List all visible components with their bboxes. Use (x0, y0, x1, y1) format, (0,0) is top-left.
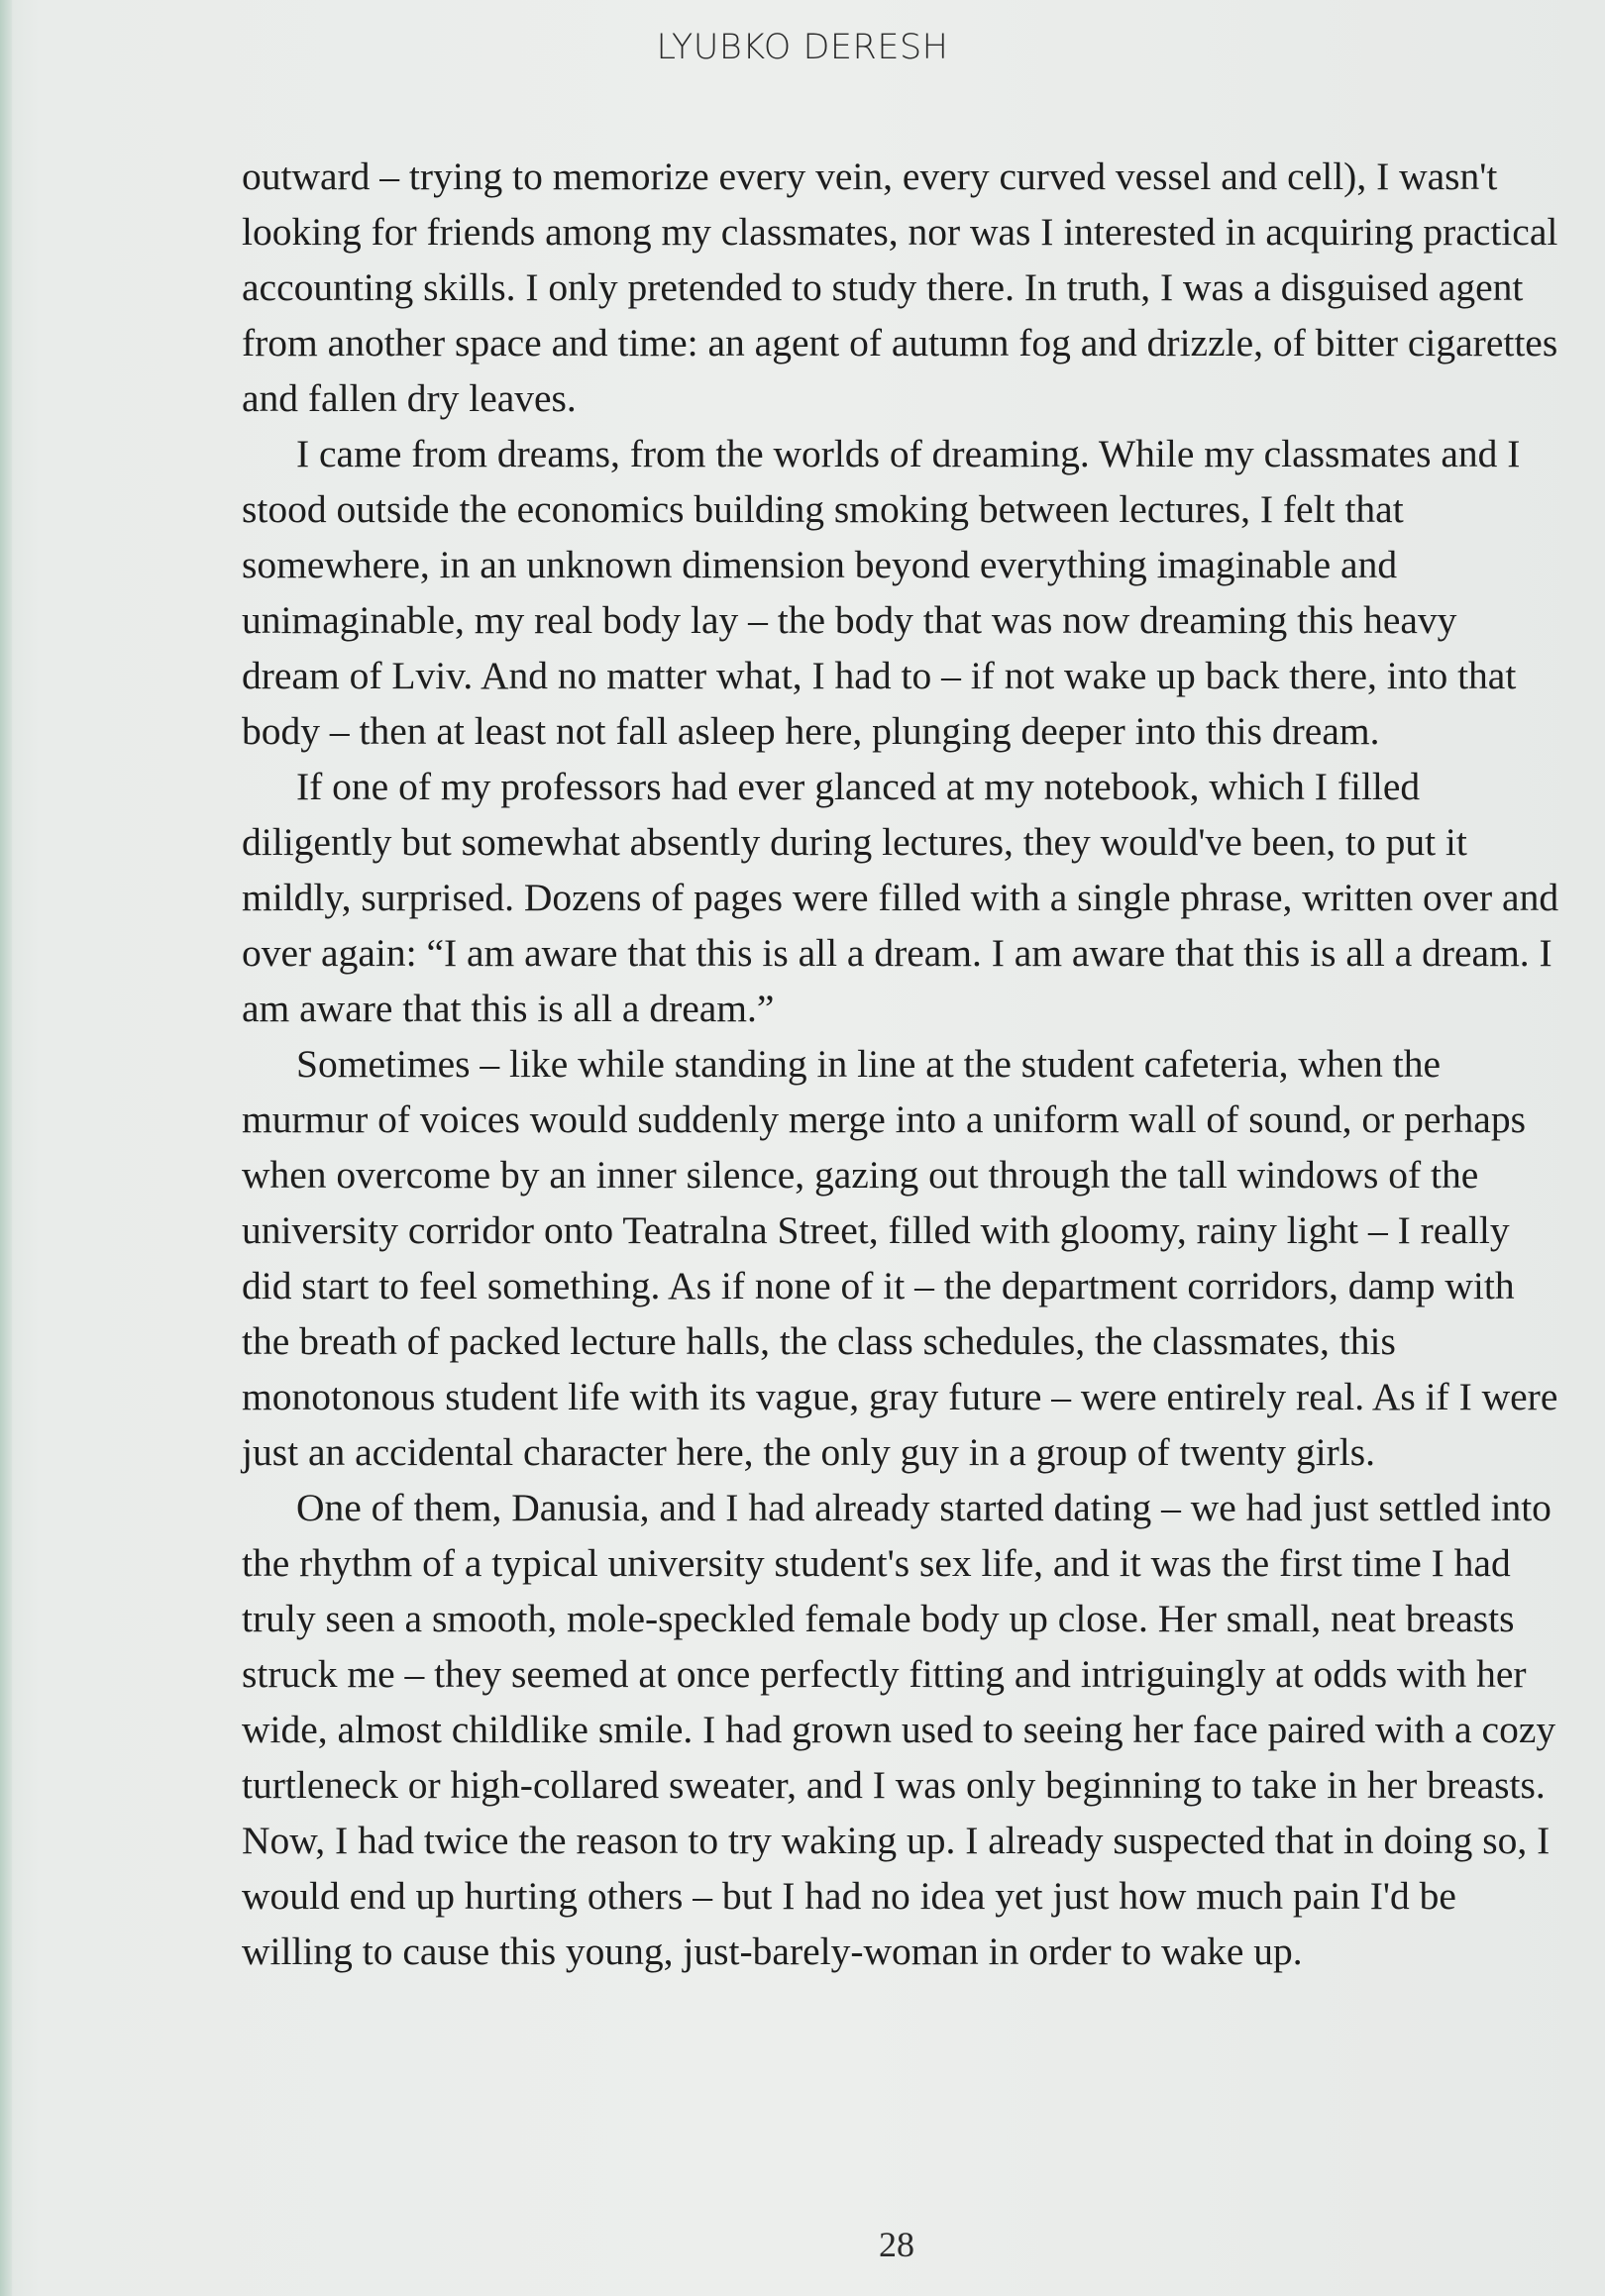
running-header: LYUBKO DERESH (656, 28, 949, 67)
page-number: 28 (879, 2225, 914, 2264)
paragraph-1: outward – trying to memorize every vein, every curved vessel and cell), I wasn't looking for friends among my classmates, nor was I interested in acquiring practical accounting skills. I only pretended to study there. In truth, I was a disguised agent from another space and time: an agent of autumn fog and drizzle, of bitter cigarettes and fallen dry leaves. (242, 155, 1558, 420)
body-text (242, 149, 1559, 1979)
paragraph-3: If one of my professors had ever glanced at my notebook, which I filled diligently but somewhat absently during lectures, they would've been, to put it mildly, surprised. Dozens of pages were filled with a single phrase, written over and over again: “I am aware that this is all a dream. I am aware that this is all a dream. I am aware that this is all a dream.” (242, 765, 1559, 1030)
paragraph-5: One of them, Danusia, and I had already started dating – we had just settled into the rhythm of a typical university student's sex life, and it was the first time I had truly seen a smooth, mole-speckled female body up close. Her small, neat breasts struck me – they seemed at once perfectly fitting and intriguingly at odds with her wide, almost childlike smile. I had grown used to seeing her face paired with a cozy turtleneck or high-collared sweater, and I was only beginning to take in her breasts. Now, I had twice the reason to try waking up. I already suspected that in doing so, I would end up hurting others – but I had no idea yet just how much pain I'd be willing to cause this young, just-barely-woman in order to wake up. (242, 1486, 1556, 1973)
paragraph-4: Sometimes – like while standing in line at the student cafeteria, when the murmur of voices would suddenly merge into a uniform wall of sound, or perhaps when overcome by an inner silence, gazing out through the tall windows of the university corridor onto Teatralna Street, filled with gloomy, rainy light – I really did start to feel something. As if none of it – the department corridors, damp with the breath of packed lecture halls, the class schedules, the classmates, this monotonous student life with its vague, gray future – were entirely real. As if I were just an accidental character here, the only guy in a group of twenty girls. (242, 1042, 1558, 1474)
page-edge (0, 0, 12, 2296)
paragraph-2: I came from dreams, from the worlds of dreaming. While my classmates and I stood outside the economics building smoking between lectures, I felt that somewhere, in an unknown dimension beyond everything imaginable and unimaginable, my real body lay – the body that was now dreaming this heavy dream of Lviv. And no matter what, I had to – if not wake up back there, into that body – then at least not fall asleep here, plunging deeper into this dream. (242, 432, 1521, 753)
